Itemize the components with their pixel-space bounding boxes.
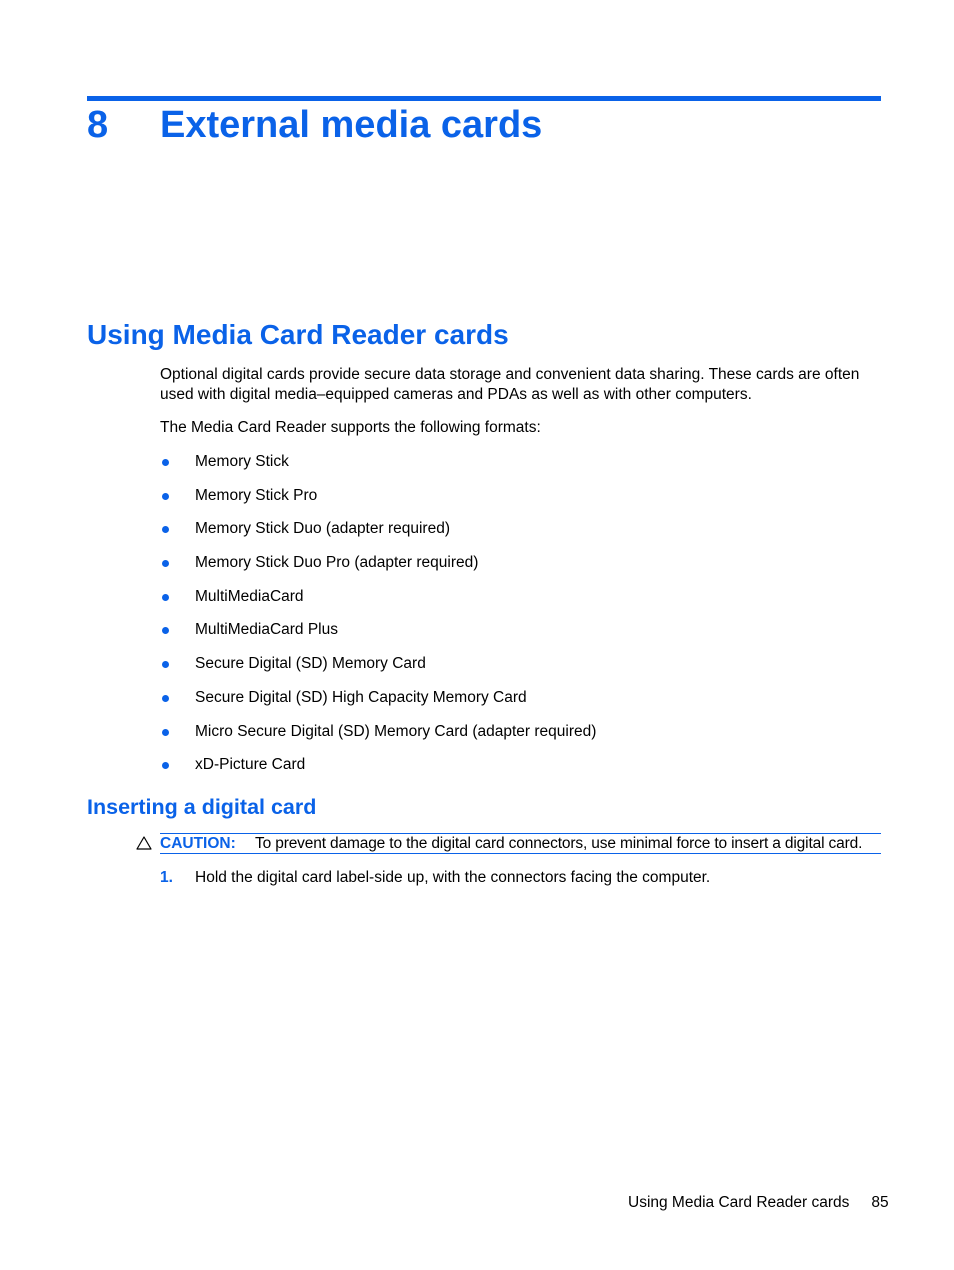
caution-text: To prevent damage to the digital card connectors, use minimal force to insert a digital card.: [255, 835, 863, 852]
list-item: Memory Stick Duo (adapter required): [160, 519, 596, 553]
formats-intro: The Media Card Reader supports the following formats:: [160, 419, 541, 436]
caution-label: CAUTION:: [160, 835, 236, 852]
list-item: xD-Picture Card: [160, 755, 596, 789]
footer-section-name: Using Media Card Reader cards: [628, 1194, 850, 1211]
list-item: Secure Digital (SD) High Capacity Memory Card: [160, 688, 596, 722]
step-number: 1.: [160, 869, 173, 886]
bullet-icon: [162, 560, 169, 567]
step-item: [160, 868, 710, 888]
list-item: MultiMediaCard Plus: [160, 620, 596, 654]
formats-list: [160, 452, 596, 789]
bullet-icon: [162, 762, 169, 769]
list-item: Memory Stick: [160, 452, 596, 486]
chapter-heading: [87, 103, 542, 147]
list-item: Secure Digital (SD) Memory Card: [160, 654, 596, 688]
chapter-rule: [87, 96, 881, 101]
warning-triangle-icon: [136, 836, 152, 850]
list-item: MultiMediaCard: [160, 587, 596, 621]
chapter-number: 8: [87, 104, 109, 146]
bullet-icon: [162, 526, 169, 533]
subsection-heading: Inserting a digital card: [87, 795, 317, 819]
step-text: Hold the digital card label-side up, with the connectors facing the computer.: [195, 869, 711, 886]
bullet-icon: [162, 459, 169, 466]
section-heading: Using Media Card Reader cards: [87, 319, 509, 350]
bullet-icon: [162, 695, 169, 702]
bullet-icon: [162, 729, 169, 736]
page-number: 85: [871, 1194, 889, 1211]
bullet-icon: [162, 493, 169, 500]
bullet-icon: [162, 594, 169, 601]
caution-box: [160, 833, 881, 854]
list-item: Micro Secure Digital (SD) Memory Card (adapter required): [160, 722, 596, 756]
chapter-title: External media cards: [160, 104, 543, 146]
intro-paragraph: Optional digital cards provide secure data storage and convenient data sharing. These cards are often used with digital media–equipped cameras and PDAs as well as with other computers.: [160, 366, 860, 403]
list-item: Memory Stick Duo Pro (adapter required): [160, 553, 596, 587]
list-item: Memory Stick Pro: [160, 486, 596, 520]
bullet-icon: [162, 661, 169, 668]
page-footer: [628, 1193, 889, 1213]
bullet-icon: [162, 627, 169, 634]
